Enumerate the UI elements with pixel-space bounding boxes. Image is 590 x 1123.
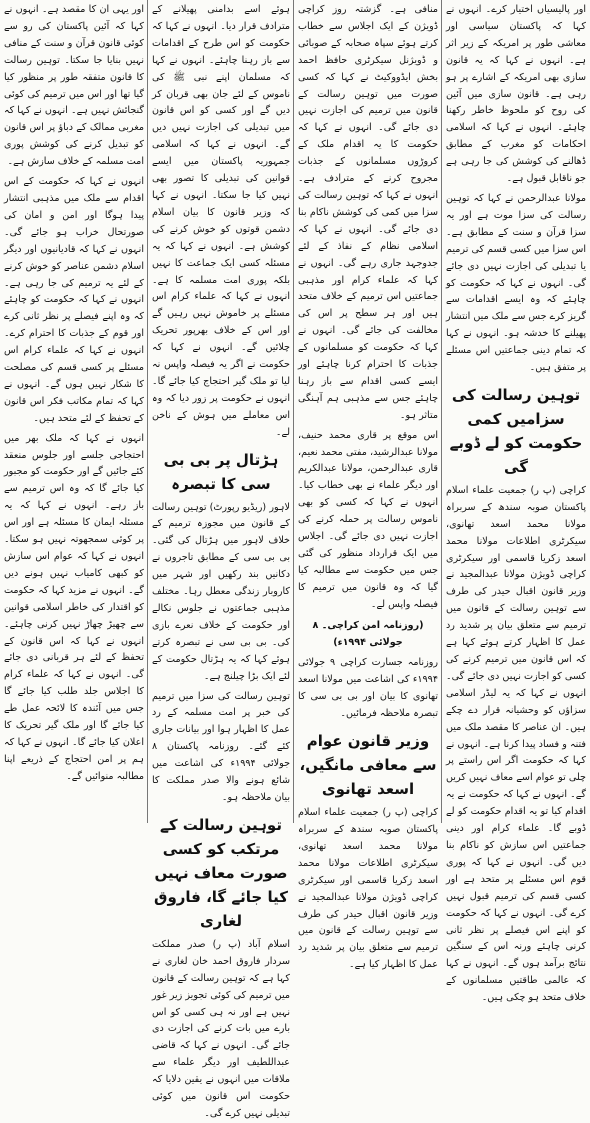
article-paragraph: کراچی (پ ر) جمعیت علماء اسلام پاکستان صوبہ سندھ کے سربراہ مولانا محمد اسعد تھانوی، سیکرٹری اطلاعات مولانا محمد اسعد زکریا قاسمی اور سیکرٹری کراچی ڈویژن مولانا عبدالمجید نے وزیر قانون اقبال حیدر کی طرف سے توہین رسالت کے قانون میں ترمیم سے متعلق بیان پر شدید رد عمل کا اظہار کیا ہے۔	[298, 807, 438, 971]
article-headline: توہین رسالت کی سزامیں کمی حکومت کو لے ڈوبے گی	[449, 385, 583, 476]
article-paragraph: انہوں نے کہا کہ ملک بھر میں احتجاجی جلسے اور جلوس منعقد کئے جائیں گے اور حکومت کو مجبور کیا جائے گا کہ وہ اس ترمیم سے باز رہے۔ انہوں نے کہا کہ یہ مسئلہ ایمان کا مسئلہ ہے اور اس پر کوئی سمجھوتہ نہیں ہو سکتا۔ انہوں نے کہا کہ عوام اس سازش کو کبھی کامیاب نہیں ہونے دیں گے۔ انہوں نے مزید کہا کہ حکومت کو اقتدار کی خاطر اسلامی قوانین سے چھیڑ چھاڑ نہیں کرنی چاہئے۔ انہوں نے کہا کہ اس قانون کے تحفظ کے لئے ہر قربانی دی جائے گی۔ انہوں نے کہا کہ علماء کرام کا اجلاس جلد طلب کیا جائے گا جس میں آئندہ کا لائحہ عمل طے کیا جائے گا اور ملک گیر تحریک کا اعلان کیا جائے گا۔ انہوں نے کہا کہ ہم پر امن احتجاج کے ذریعے اپنا مطالبہ منوائیں گے۔	[4, 432, 144, 782]
article-column	[294, 0, 442, 971]
article-paragraph: توہین رسالت کی سزا میں ترمیم کی خبر پر امت مسلمہ کے رد عمل کا اظہار ہوا اور بیانات جاری کئے گئے۔ روزنامہ پاکستان ۸ جولائی ۱۹۹۴ء کی اشاعت میں شائع ہونے والا صدر مملکت کا بیان ملاحظہ ہو۔	[152, 690, 290, 803]
article-headline: توہین رسالت کے مرتکب کو کسی صورت معاف نہیں کیا جائے گا، فاروق لغاری	[154, 815, 288, 930]
article-paragraph: کراچی (پ ر) جمعیت علماء اسلام پاکستان صوبہ سندھ کے سربراہ مولانا محمد اسعد تھانوی، سیکرٹری اطلاعات مولانا محمد اسعد زکریا قاسمی اور سیکرٹری کراچی ڈویژن مولانا عبدالمجید نے وزیر قانون اقبال حیدر کی طرف سے توہین رسالت کے قانون میں ترمیم سے متعلق بیان پر شدید رد عمل کا اظہار کرتے ہوئے کہا ہے کہ اس قانون میں ترمیم کرنے کی کسی کو اجازت نہیں دی جائے گی۔ انہوں نے کہا کہ یہ لیڈر اسلامی سزاؤں کو وحشیانہ قرار دے چکے ہیں۔ ان عناصر کا مقصد ملک میں فتنہ و فساد پیدا کرنا ہے۔ انہوں نے کہا کہ حکومت اگر اس راستے پر چلی تو عوام اسے معاف نہیں کریں گے۔ انہوں نے کہا کہ حکومت نے یہ اقدام کیا تو یہ اقدام حکومت کو لے ڈوبے گا۔ علماء کرام اور دینی جماعتیں اس سازش کو ناکام بنا دیں گی۔ انہوں نے کہا کہ پوری قوم اس مسئلے پر متحد ہے اور کسی قسم کی ترمیم قبول نہیں کرے گی۔ انہوں نے کہا کہ حکومت کو اپنے اس فیصلے پر نظر ثانی کرنی چاہئے ورنہ اس کے سنگین نتائج برآمد ہوں گے۔ انہوں نے کہا کہ عالمی طاقتیں مسلمانوں کے خلاف متحد ہو چکی ہیں۔	[446, 484, 586, 1004]
article-column	[148, 0, 294, 1119]
article-paragraph: اسلام آباد (پ ر) صدر مملکت سردار فاروق احمد خان لغاری نے کہا ہے کہ توہین رسالت کے قانون میں ترمیم کی کوئی تجویز زیر غور نہیں ہے اور نہ ہی کسی کو اس بارے میں بات کرنے کی اجازت دی جائے گی۔ انہوں نے کہا کہ قاضی عبداللطیف اور دیگر علماء سے ملاقات میں انہوں نے یقین دلایا کہ حکومت اس قانون میں کوئی تبدیلی نہیں کرے گی۔	[152, 938, 290, 1119]
article-column	[0, 0, 148, 823]
article-paragraph: روزنامہ جسارت کراچی ۹ جولائی ۱۹۹۴ء کی اشاعت میں مولانا اسعد تھانوی کا بیان اور بی بی سی کا تبصرہ ملاحظہ فرمائیں۔	[298, 657, 438, 720]
article-paragraph: ہوئے اسے بدامنی پھیلانے کے مترادف قرار دیا۔ انہوں نے کہا کہ حکومت کو اس طرح کے اقدامات سے باز رہنا چاہئے۔ انہوں نے کہا کہ مسلمان اپنے نبی ﷺ کی ناموس کے لئے جان بھی قربان کر دیں گے اور کسی کو اس قانون میں تبدیلی کی اجازت نہیں دیں گے۔ انہوں نے کہا کہ اسلامی جمہوریہ پاکستان میں ایسے قوانین کی تبدیلی کا تصور بھی نہیں کیا جا سکتا۔ انہوں نے کہا کہ وزیر قانون کا بیان اسلام دشمن قوتوں کو خوش کرنے کی کوشش ہے۔ انہوں نے کہا کہ یہ مسئلہ کسی ایک جماعت کا نہیں بلکہ پوری امت مسلمہ کا ہے۔ انہوں نے کہا کہ علماء کرام اس مسئلے پر خاموش نہیں رہیں گے اور اس کے خلاف بھرپور تحریک چلائیں گے۔ انہوں نے کہا کہ حکومت نے اگر یہ فیصلہ واپس نہ لیا تو ملک گیر احتجاج کیا جائے گا۔ انہوں نے حکومت پر زور دیا کہ وہ اس معاملے میں ہوش کے ناخن لے۔	[152, 4, 290, 438]
article-dateline: (روزنامہ امن کراچی۔ ۸ جولائی ۱۹۹۴ء)	[312, 619, 424, 648]
article-paragraph: انہوں نے کہا کہ حکومت کے اس اقدام سے ملک میں مذہبی انتشار پیدا ہوگا اور امن و امان کی صورتحال خراب ہو جائے گی۔ انہوں نے کہا کہ قادیانیوں اور دیگر اسلام دشمن عناصر کو خوش کرنے کے لئے یہ ترمیم کی جا رہی ہے۔ انہوں نے کہا کہ حکومت کو چاہئے کہ وہ اپنے فیصلے پر نظر ثانی کرے اور قوم کے جذبات کا احترام کرے۔ انہوں نے کہا کہ علماء کرام اس مسئلے پر کسی قسم کی مصلحت کا شکار نہیں ہوں گے۔ انہوں نے کہا کہ تمام مکاتب فکر اس قانون کے تحفظ کے لئے متحد ہیں۔	[4, 176, 144, 424]
article-paragraph: اور پالیسیاں اختیار کرے۔ انہوں نے کہا کہ پاکستان سیاسی اور معاشی طور پر امریکہ کے زیر اثر ہے۔ انہوں نے کہا کہ یہ قانون سازی بھی امریکہ کے اشارے پر ہو رہی ہے۔ قانون سازی میں آئین کی روح کو ملحوظ خاطر رکھنا چاہئے۔ انہوں نے کہا کہ اسلامی احکامات کو مغرب کے مطابق ڈھالنے کی کوشش کی جا رہی ہے جو ناقابل قبول ہے۔	[446, 4, 586, 185]
article-headline: ہڑتال پر بی بی سی کا تبصرہ	[163, 450, 279, 493]
article-paragraph: منافی ہے۔ گزشتہ روز کراچی ڈویژن کے ایک اجلاس سے خطاب کرتے ہوئے سپاہ صحابہ کے صوبائی و ڈویژنل سیکرٹری حافظ احمد بخش ایڈووکیٹ نے کہا کہ کسی صورت میں توہین رسالت کے قانون میں ترمیم کی اجازت نہیں دی جائے گی۔ انہوں نے کہا کہ حکومت کا یہ اقدام ملک کے کروڑوں مسلمانوں کے جذبات مجروح کرنے کے مترادف ہے۔ انہوں نے کہا کہ توہین رسالت کی سزا میں کمی کی کوشش ناکام بنا دی جائے گی۔ انہوں نے کہا کہ اسلامی نظام کے نفاذ کے لئے جدوجہد جاری رہے گی۔ انہوں نے کہا کہ علماء کرام اور مذہبی جماعتیں اس ترمیم کے خلاف متحد ہیں اور ہر سطح پر اس کی مخالفت کی جائے گی۔ انہوں نے کہا کہ حکومت کو مسلمانوں کے جذبات کا احترام کرنا چاہئے اور ایسے کسی اقدام سے باز رہنا چاہئے جس سے مذہبی ہم آہنگی متاثر ہو۔	[298, 4, 438, 421]
article-paragraph: اور یہی ان کا مقصد ہے۔ انہوں نے کہا کہ آئین پاکستان کی رو سے کوئی قانون قرآن و سنت کے منافی نہیں بنایا جا سکتا۔ توہین رسالت کا قانون متفقہ طور پر منظور کیا گیا تھا اور اس میں ترمیم کی کوئی گنجائش نہیں ہے۔ انہوں نے کہا کہ مغربی ممالک کے دباؤ پر اس قانون کو تبدیل کرنے کی کوشش پوری امت مسلمہ کے خلاف سازش ہے۔	[4, 4, 144, 168]
article-headline: وزیر قانون عوام سے معافی مانگیں، اسعد تھانوی	[299, 732, 437, 799]
article-column	[442, 0, 590, 1004]
article-paragraph: اس موقع پر قاری محمد حنیف، مولانا عبدالرشید، مفتی محمد نعیم، قاری عبدالرحمن، مولانا عبدالکریم اور دیگر علماء نے بھی خطاب کیا۔ انہوں نے کہا کہ کسی کو بھی ناموس رسالت پر حملہ کرنے کی اجازت نہیں دی جائے گی۔ اجلاس میں ایک قرارداد منظور کی گئی جس میں حکومت سے مطالبہ کیا گیا کہ وہ قانون میں ترمیم کا فیصلہ واپس لے۔	[298, 429, 438, 610]
article-paragraph: مولانا عبدالرحمن نے کہا کہ توہین رسالت کی سزا موت ہے اور یہ سزا قرآن و سنت کے مطابق ہے۔ اس سزا میں کسی قسم کی ترمیم یا تبدیلی کی اجازت نہیں دی جائے گی۔ انہوں نے کہا کہ حکومت کو چاہئے کہ وہ ایسے اقدامات سے گریز کرے جس سے ملک میں انتشار پھیلنے کا خدشہ ہو۔ انہوں نے کہا کہ تمام دینی جماعتیں اس مسئلے پر متفق ہیں۔	[445, 192, 586, 374]
article-paragraph: لاہور (ریڈیو رپورٹ) توہین رسالت کے قانون میں مجوزہ ترمیم کے خلاف لاہور میں ہڑتال کی گئی۔ بی بی سی کے مطابق تاجروں نے دکانیں بند رکھیں اور شہر میں کاروبار زندگی معطل رہا۔ مختلف مذہبی جماعتوں نے جلوس نکالے اور حکومت کے خلاف نعرے بازی کی۔ بی بی سی نے تبصرہ کرتے ہوئے کہا کہ یہ ہڑتال حکومت کے لئے ایک بڑا چیلنج ہے۔	[152, 501, 290, 682]
